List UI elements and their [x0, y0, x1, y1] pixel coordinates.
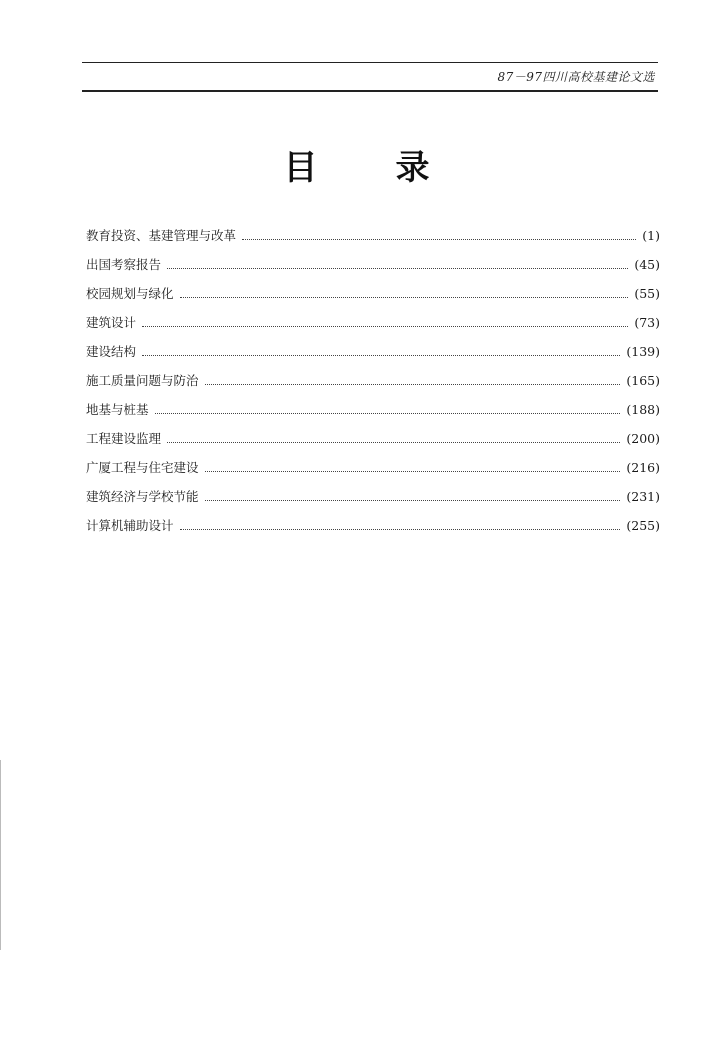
toc-entry-page: (165) [626, 373, 660, 388]
toc-entry-page: (45) [634, 257, 660, 272]
toc-entry[interactable] [86, 400, 660, 429]
toc-entry-title: 建设结构 [86, 344, 137, 359]
toc-entry-title: 教育投资、基建管理与改革 [86, 228, 237, 243]
toc-entry-title: 施工质量问题与防治 [86, 373, 199, 388]
toc-entry[interactable] [86, 342, 660, 371]
toc-entry-page: (200) [626, 431, 660, 446]
dot-leader [155, 412, 621, 414]
toc-entry-page: (188) [626, 402, 660, 417]
title-char-1: 目 [283, 148, 318, 188]
dot-leader [167, 267, 628, 269]
toc-entry-title: 建筑设计 [86, 315, 137, 330]
toc-entry-title: 地基与桩基 [86, 402, 149, 417]
toc-entry[interactable] [86, 487, 660, 516]
scan-margin-line [0, 760, 1, 950]
title-char-2: 录 [395, 148, 430, 188]
toc-entry-title: 计算机辅助设计 [86, 518, 174, 533]
toc-entry[interactable] [86, 458, 660, 487]
toc-entry-title: 出国考察报告 [86, 257, 162, 272]
toc-entry-page: (231) [626, 489, 660, 504]
toc-entry[interactable] [86, 313, 660, 342]
dot-leader [205, 470, 621, 472]
toc-entry-title: 建筑经济与学校节能 [86, 489, 199, 504]
table-of-contents [86, 226, 660, 545]
dot-leader [180, 296, 629, 298]
toc-entry-title: 工程建设监理 [86, 431, 162, 446]
running-head: 87－97四川高校基建论文选 [497, 70, 655, 84]
toc-entry[interactable] [86, 371, 660, 400]
toc-entry-title: 广厦工程与住宅建设 [86, 460, 199, 475]
toc-entry-page: (55) [634, 286, 660, 301]
toc-entry-page: (73) [634, 315, 660, 330]
toc-entry[interactable] [86, 429, 660, 458]
dot-leader [142, 354, 620, 356]
dot-leader [242, 238, 636, 240]
toc-entry-page: (255) [626, 518, 660, 533]
toc-entry-page: (216) [626, 460, 660, 475]
dot-leader [180, 528, 621, 530]
toc-entry[interactable] [86, 516, 660, 545]
toc-entry-page: (1) [642, 228, 660, 243]
header-rule-bottom [82, 90, 658, 92]
toc-entry[interactable] [86, 226, 660, 255]
dot-leader [205, 383, 621, 385]
toc-entry-page: (139) [626, 344, 660, 359]
toc-entry[interactable] [86, 255, 660, 284]
dot-leader [142, 325, 628, 327]
dot-leader [205, 499, 621, 501]
toc-entry[interactable] [86, 284, 660, 313]
page-title [0, 140, 713, 189]
dot-leader [167, 441, 620, 443]
header-rule-top [82, 62, 658, 63]
toc-entry-title: 校园规划与绿化 [86, 286, 174, 301]
